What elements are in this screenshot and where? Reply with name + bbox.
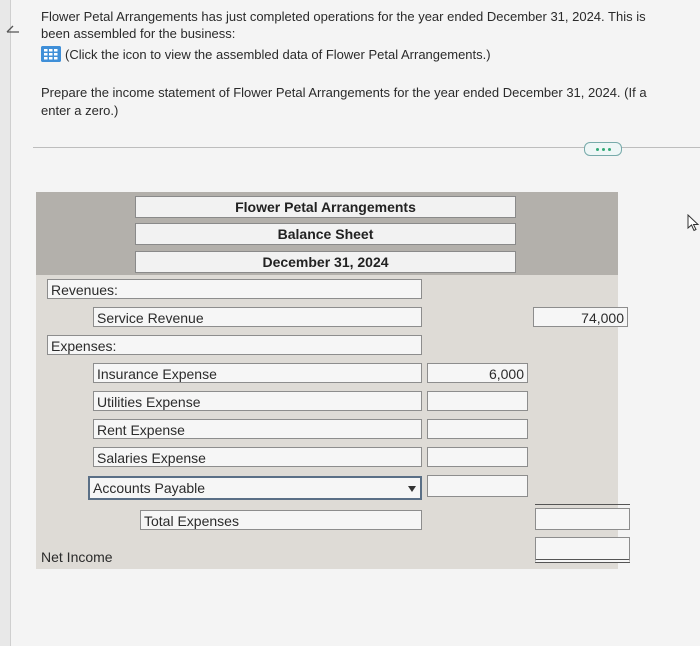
- total-underline: [535, 504, 630, 505]
- prompt-line-2: enter a zero.): [41, 103, 119, 118]
- table-grid-icon[interactable]: [41, 46, 61, 62]
- company-name-field[interactable]: Flower Petal Arrangements: [135, 196, 516, 218]
- report-date-field[interactable]: December 31, 2024: [135, 251, 516, 273]
- back-arrow-icon[interactable]: [5, 22, 21, 42]
- data-link[interactable]: [41, 46, 491, 62]
- statement-header: [36, 192, 618, 275]
- salaries-expense-label-field[interactable]: Salaries Expense: [93, 447, 422, 467]
- account-select-value: Accounts Payable: [93, 480, 206, 496]
- net-income-amount-field[interactable]: [535, 537, 630, 563]
- service-revenue-amount-field[interactable]: 74,000: [533, 307, 628, 327]
- total-expenses-amount-field[interactable]: [535, 508, 630, 530]
- total-expenses-label-field[interactable]: Total Expenses: [140, 510, 422, 530]
- dropdown-caret-icon[interactable]: [408, 486, 416, 492]
- intro-line-1: Flower Petal Arrangements has just completed operations for the year ended December 31, 2024. This is: [41, 9, 646, 24]
- salaries-expense-amount-field[interactable]: [427, 447, 528, 467]
- insurance-expense-label-field[interactable]: Insurance Expense: [93, 363, 422, 383]
- revenues-label-field[interactable]: Revenues:: [47, 279, 422, 299]
- report-title-field[interactable]: Balance Sheet: [135, 223, 516, 245]
- more-options-icon[interactable]: [584, 142, 622, 156]
- intro-line-2: been assembled for the business:: [41, 26, 236, 41]
- service-revenue-label-field[interactable]: Service Revenue: [93, 307, 422, 327]
- data-link-text[interactable]: (Click the icon to view the assembled data of Flower Petal Arrangements.): [65, 46, 491, 62]
- income-statement-form: [36, 192, 624, 569]
- utilities-expense-label-field[interactable]: Utilities Expense: [93, 391, 422, 411]
- accounts-payable-amount-field[interactable]: [427, 475, 528, 497]
- prompt-line-1: Prepare the income statement of Flower Petal Arrangements for the year ended December 31, 2024. (If a: [41, 85, 647, 100]
- rent-expense-label-field[interactable]: Rent Expense: [93, 419, 422, 439]
- account-select-dropdown[interactable]: [88, 476, 422, 500]
- insurance-expense-amount-field[interactable]: 6,000: [427, 363, 528, 383]
- intro-text: [41, 8, 700, 42]
- mouse-cursor-icon: [687, 214, 700, 237]
- utilities-expense-amount-field[interactable]: [427, 391, 528, 411]
- expenses-label-field[interactable]: Expenses:: [47, 335, 422, 355]
- net-income-label: Net Income: [41, 549, 113, 565]
- prompt-text: [41, 84, 700, 120]
- rent-expense-amount-field[interactable]: [427, 419, 528, 439]
- question-page: [10, 0, 700, 646]
